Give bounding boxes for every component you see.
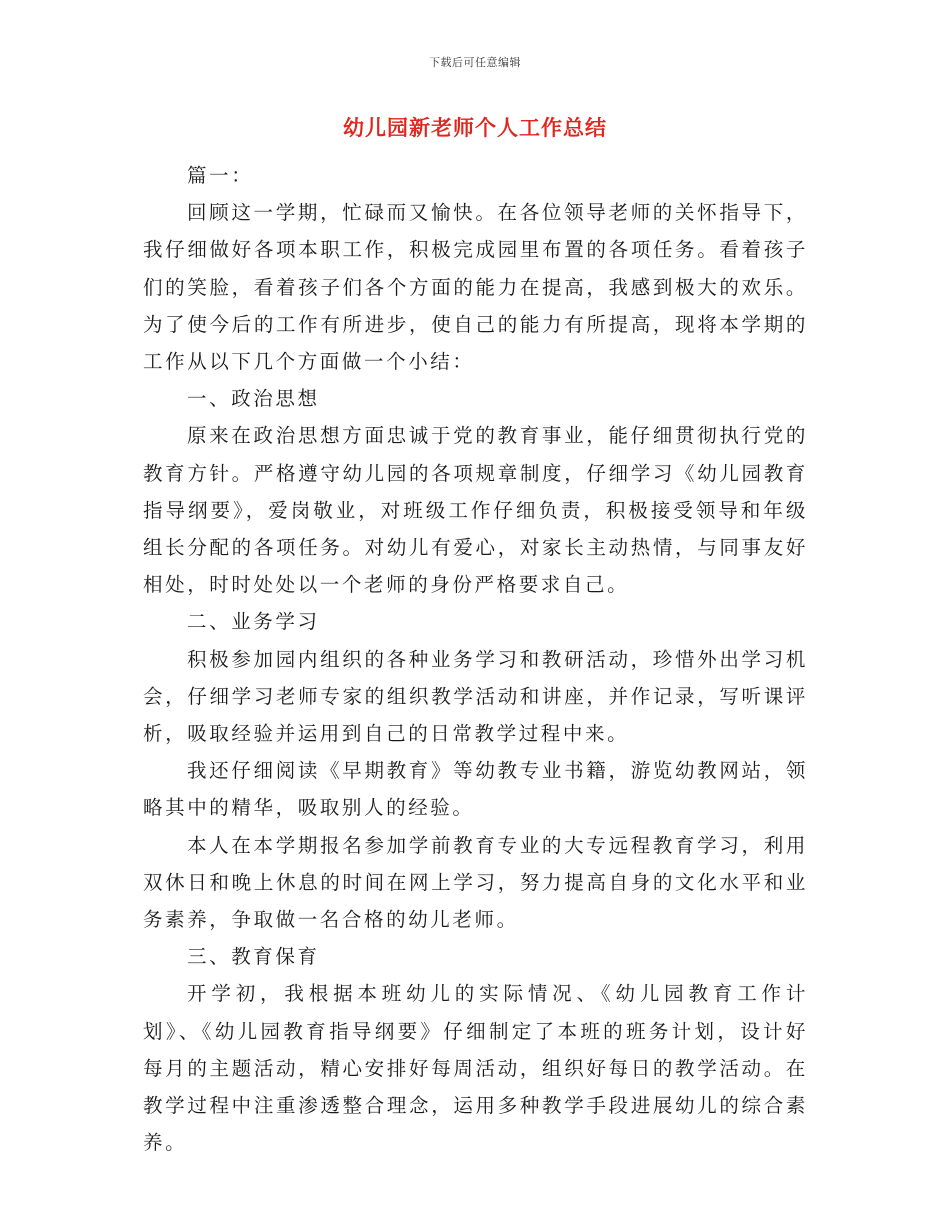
heading-political-thought: 一、政治思想 xyxy=(187,387,320,411)
paragraph-professional-study-3: 本人在本学期报名参加学前教育专业的大专远程教育学习，利用双休日和晚上休息的时间在网上学习，努力提高自身的文化水平和业务素养，争取做一名合格的幼儿老师。 xyxy=(143,833,808,932)
paragraph-section-label: 篇一： xyxy=(187,164,254,187)
paragraph-education-care: 开学初，我根据本班幼儿的实际情况、《幼儿园教育工作计划》、《幼儿园教育指导纲要》仔细制定了本班的班务计划，设计好每月的主题活动，精心安排好每周活动，组织好每日的教学活动。在教学过程中注重渗透整合理念，运用多种教学手段进展幼儿的综合素养。 xyxy=(143,982,808,1155)
document-body xyxy=(143,157,808,1161)
paragraph-professional-study-2: 我还仔细阅读《早期教育》等幼教专业书籍，游览幼教网站，领略其中的精华，吸取别人的经验。 xyxy=(143,759,808,820)
document-title: 幼儿园新老师个人工作总结 xyxy=(343,116,607,140)
heading-education-care: 三、教育保育 xyxy=(187,945,320,969)
paragraph-intro: 回顾这一学期，忙碌而又愉快。在各位领导老师的关怀指导下，我仔细做好各项本职工作，积极完成园里布置的各项任务。看着孩子们的笑脸，看着孩子们各个方面的能力在提高，我感到极大的欢乐。为了使今后的工作有所进步，使自己的能力有所提高，现将本学期的工作从以下几个方面做一个小结： xyxy=(143,201,808,374)
header-note: 下载后可任意编辑 xyxy=(429,56,521,69)
paragraph-political-thought: 原来在政治思想方面忠诚于党的教育事业，能仔细贯彻执行党的教育方针。严格遵守幼儿园的各项规章制度，仔细学习《幼儿园教育指导纲要》，爱岗敬业，对班级工作仔细负责，积极接受领导和年级组长分配的各项任务。对幼儿有爱心，对家长主动热情，与同事友好相处，时时处处以一个老师的身份严格要求自己。 xyxy=(143,424,808,597)
paragraph-professional-study-1: 积极参加园内组织的各种业务学习和教研活动，珍惜外出学习机会，仔细学习老师专家的组织教学活动和讲座，并作记录，写听课评析，吸取经验并运用到自己的日常教学过程中来。 xyxy=(143,647,808,746)
heading-professional-study: 二、业务学习 xyxy=(187,610,320,634)
